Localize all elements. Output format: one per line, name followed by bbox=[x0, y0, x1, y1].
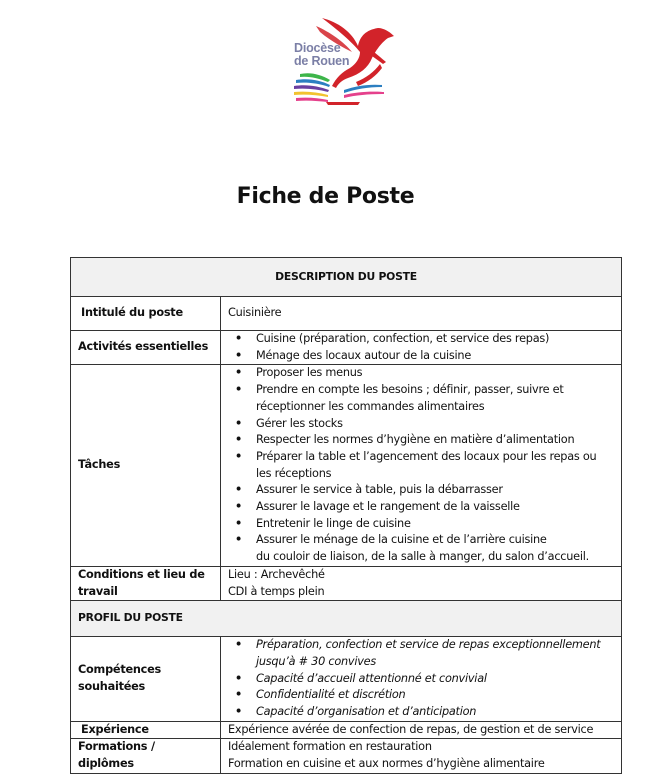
list-item: • Prendre en compte les besoins ; définir, passer, suivre et réceptionner les commandes alimentaires bbox=[256, 382, 614, 415]
section-header-description bbox=[71, 258, 622, 297]
table-row bbox=[71, 637, 622, 722]
row-value bbox=[221, 365, 622, 566]
section-header-profil bbox=[71, 601, 622, 637]
taches-list bbox=[228, 365, 614, 549]
conditions-line: Lieu : Archevêché bbox=[228, 567, 325, 581]
row-label: Compétences souhaitées bbox=[71, 637, 221, 722]
list-item-text: Préparation, confection et service de repas exceptionnellement jusqu’à # 30 convives bbox=[256, 638, 601, 668]
list-continuation: du couloir de liaison, de la salle à manger, du salon d’accueil. bbox=[256, 550, 589, 564]
list-item: • Proposer les menus bbox=[256, 365, 614, 382]
row-label: Activités essentielles bbox=[71, 331, 221, 365]
section-title: PROFIL DU POSTE bbox=[71, 601, 622, 637]
row-value bbox=[221, 566, 622, 600]
table-row bbox=[71, 297, 622, 331]
formations-line: Formation en cuisine et aux normes d’hygiène alimentaire bbox=[228, 757, 545, 771]
table-row bbox=[71, 739, 622, 773]
activites-list bbox=[228, 331, 614, 364]
row-value bbox=[221, 637, 622, 722]
list-item-text: Capacité d’organisation et d’anticipation bbox=[256, 705, 477, 719]
list-item: • Cuisine (préparation, confection, et service des repas) bbox=[256, 331, 614, 348]
list-item bbox=[256, 687, 614, 704]
row-label: Formations / diplômes bbox=[71, 739, 221, 773]
list-item: • Assurer le ménage de la cuisine et de l’arrière cuisine bbox=[256, 532, 614, 549]
list-item bbox=[256, 704, 614, 721]
list-item: • Entretenir le linge de cuisine bbox=[256, 516, 614, 533]
row-label: Expérience bbox=[71, 721, 221, 739]
job-description-table bbox=[70, 257, 622, 774]
section-title: DESCRIPTION DU POSTE bbox=[71, 258, 622, 297]
row-value: Expérience avérée de confection de repas, de gestion et de service bbox=[221, 721, 622, 739]
conditions-line: CDI à temps plein bbox=[228, 584, 325, 598]
row-value bbox=[221, 331, 622, 365]
table-row bbox=[71, 721, 622, 739]
diocese-logo bbox=[286, 12, 406, 107]
logo-text-line2: de Rouen bbox=[294, 54, 350, 68]
table-row bbox=[71, 365, 622, 566]
list-item bbox=[256, 637, 614, 670]
row-label: Tâches bbox=[71, 365, 221, 566]
row-label: Conditions et lieu de travail bbox=[71, 566, 221, 600]
list-item: • Préparer la table et l’agencement des locaux pour les repas ou les réceptions bbox=[256, 449, 614, 482]
logo-text-line1: Diocèse bbox=[294, 41, 341, 55]
competences-list bbox=[228, 637, 614, 721]
table-row bbox=[71, 331, 622, 365]
list-item-text: Capacité d’accueil attentionné et convivial bbox=[256, 671, 487, 685]
row-value: Cuisinière bbox=[221, 297, 622, 331]
list-item: • Respecter les normes d’hygiène en matière d’alimentation bbox=[256, 432, 614, 449]
row-value bbox=[221, 739, 622, 773]
formations-line: Idéalement formation en restauration bbox=[228, 740, 432, 754]
list-item: • Ménage des locaux autour de la cuisine bbox=[256, 348, 614, 365]
list-item bbox=[256, 671, 614, 688]
list-item: • Assurer le service à table, puis la débarrasser bbox=[256, 482, 614, 499]
list-item-text: Confidentialité et discrétion bbox=[256, 688, 406, 702]
row-label: Intitulé du poste bbox=[71, 297, 221, 331]
list-item: • Assurer le lavage et le rangement de la vaisselle bbox=[256, 499, 614, 516]
list-item: • Gérer les stocks bbox=[256, 416, 614, 433]
page-title: Fiche de Poste bbox=[236, 184, 415, 209]
table-row bbox=[71, 566, 622, 600]
